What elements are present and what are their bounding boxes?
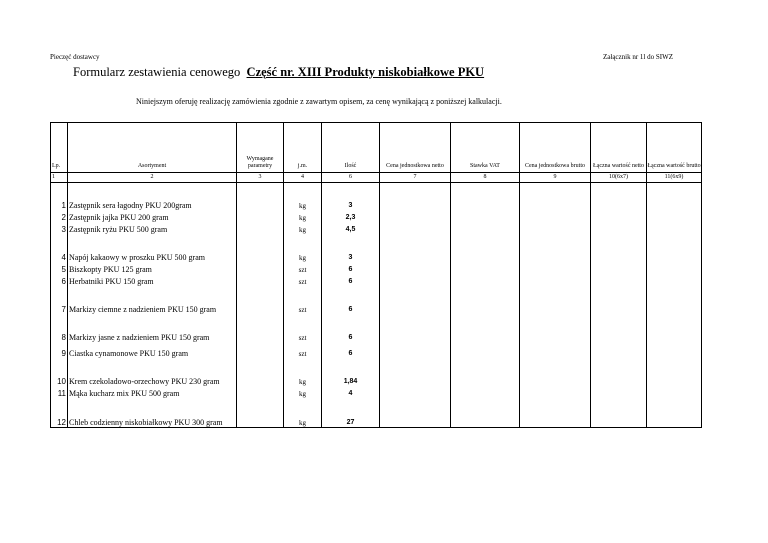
col-number: 6	[322, 173, 380, 183]
row-assortment: Zastępnik jajka PKU 200 gram	[68, 211, 237, 223]
row-total-gross	[647, 343, 702, 359]
row-unit-gross-price	[520, 315, 591, 343]
row-lp: 3	[51, 223, 68, 235]
row-total-net	[591, 399, 647, 428]
table-row	[51, 183, 702, 211]
row-lp: 5	[51, 263, 68, 275]
row-total-net	[591, 387, 647, 399]
table-row	[51, 287, 702, 315]
row-vat-rate	[451, 223, 520, 235]
row-total-net	[591, 211, 647, 223]
row-total-gross	[647, 387, 702, 399]
table-row	[51, 275, 702, 287]
row-quantity: 4,5	[322, 223, 380, 235]
row-vat-rate	[451, 287, 520, 315]
row-vat-rate	[451, 211, 520, 223]
table-row	[51, 211, 702, 223]
row-vat-rate	[451, 263, 520, 275]
row-assortment: Napój kakaowy w proszku PKU 500 gram	[68, 235, 237, 263]
row-assortment: Zastępnik sera łagodny PKU 200gram	[68, 183, 237, 211]
row-total-net	[591, 343, 647, 359]
row-parameters	[237, 399, 284, 428]
row-vat-rate	[451, 275, 520, 287]
col-header-parameters: Wymagane parametry	[237, 123, 284, 173]
row-total-net	[591, 359, 647, 387]
row-unit: kg	[284, 359, 322, 387]
col-number: 11(6x9)	[647, 173, 702, 183]
row-total-gross	[647, 275, 702, 287]
intro-text: Niniejszym oferuję realizację zamówienia zgodnie z zawartym opisem, za cenę wynikającą z poniższej kalkulacji.	[136, 97, 502, 106]
row-parameters	[237, 287, 284, 315]
row-vat-rate	[451, 343, 520, 359]
row-quantity: 4	[322, 387, 380, 399]
row-total-net	[591, 287, 647, 315]
row-vat-rate	[451, 235, 520, 263]
row-vat-rate	[451, 315, 520, 343]
row-vat-rate	[451, 387, 520, 399]
row-total-gross	[647, 235, 702, 263]
row-assortment: Zastępnik ryżu PKU 500 gram	[68, 223, 237, 235]
row-unit-net-price	[380, 287, 451, 315]
row-total-net	[591, 235, 647, 263]
col-number: 2	[68, 173, 237, 183]
row-lp: 2	[51, 211, 68, 223]
row-assortment: Krem czekoladowo-orzechowy PKU 230 gram	[68, 359, 237, 387]
row-quantity: 6	[322, 315, 380, 343]
row-quantity: 3	[322, 235, 380, 263]
table-body	[51, 183, 702, 428]
header-row	[51, 123, 702, 173]
row-parameters	[237, 359, 284, 387]
row-parameters	[237, 235, 284, 263]
row-unit-gross-price	[520, 235, 591, 263]
row-lp: 7	[51, 287, 68, 315]
row-assortment: Mąka kucharz mix PKU 500 gram	[68, 387, 237, 399]
supplier-stamp-label: Pieczęć dostawcy	[50, 53, 100, 61]
col-number: 10(6x7)	[591, 173, 647, 183]
row-total-net	[591, 275, 647, 287]
col-header-lp: Lp.	[51, 123, 68, 173]
row-unit-gross-price	[520, 183, 591, 211]
table-row	[51, 359, 702, 387]
row-unit: kg	[284, 399, 322, 428]
row-total-net	[591, 263, 647, 275]
col-header-total-net: Łączna wartość netto	[591, 123, 647, 173]
row-assortment: Ciastka cynamonowe PKU 150 gram	[68, 343, 237, 359]
row-total-gross	[647, 399, 702, 428]
col-header-unit-gross-price: Cena jednostkowa brutto	[520, 123, 591, 173]
row-unit-net-price	[380, 211, 451, 223]
row-unit-gross-price	[520, 343, 591, 359]
table-row	[51, 399, 702, 428]
row-unit-net-price	[380, 399, 451, 428]
row-unit-gross-price	[520, 287, 591, 315]
col-header-assortment: Asortyment	[68, 123, 237, 173]
row-total-net	[591, 315, 647, 343]
row-quantity: 3	[322, 183, 380, 211]
row-lp: 8	[51, 315, 68, 343]
row-unit: szt	[284, 275, 322, 287]
row-parameters	[237, 343, 284, 359]
row-assortment: Biszkopty PKU 125 gram	[68, 263, 237, 275]
col-number: 8	[451, 173, 520, 183]
row-total-gross	[647, 315, 702, 343]
col-number: 4	[284, 173, 322, 183]
row-unit-net-price	[380, 223, 451, 235]
row-lp: 12	[51, 399, 68, 428]
column-number-row	[51, 173, 702, 183]
price-table	[50, 122, 702, 428]
row-unit: kg	[284, 223, 322, 235]
row-quantity: 6	[322, 287, 380, 315]
row-unit-net-price	[380, 183, 451, 211]
table-row	[51, 235, 702, 263]
col-header-unit-net-price: Cena jednostkowa netto	[380, 123, 451, 173]
row-unit: szt	[284, 315, 322, 343]
row-parameters	[237, 387, 284, 399]
row-parameters	[237, 183, 284, 211]
row-parameters	[237, 223, 284, 235]
row-quantity: 2,3	[322, 211, 380, 223]
table-row	[51, 263, 702, 275]
row-quantity: 6	[322, 343, 380, 359]
row-unit-net-price	[380, 359, 451, 387]
row-assortment: Herbatniki PKU 150 gram	[68, 275, 237, 287]
col-number: 9	[520, 173, 591, 183]
row-assortment: Chleb codzienny niskobiałkowy PKU 300 gram	[68, 399, 237, 428]
col-header-quantity: Ilość	[322, 123, 380, 173]
row-lp: 10	[51, 359, 68, 387]
row-unit: szt	[284, 287, 322, 315]
row-unit: kg	[284, 211, 322, 223]
row-lp: 11	[51, 387, 68, 399]
row-parameters	[237, 211, 284, 223]
row-unit-net-price	[380, 343, 451, 359]
row-unit-net-price	[380, 275, 451, 287]
row-unit: szt	[284, 343, 322, 359]
table-row	[51, 315, 702, 343]
table-row	[51, 343, 702, 359]
row-unit-net-price	[380, 235, 451, 263]
row-unit-gross-price	[520, 359, 591, 387]
row-total-net	[591, 223, 647, 235]
row-quantity: 27	[322, 399, 380, 428]
row-unit-net-price	[380, 387, 451, 399]
col-number: 3	[237, 173, 284, 183]
row-unit-gross-price	[520, 275, 591, 287]
row-unit: kg	[284, 387, 322, 399]
col-header-total-gross: Łączna wartość brutto	[647, 123, 702, 173]
row-vat-rate	[451, 399, 520, 428]
col-number: 1	[51, 173, 68, 183]
row-assortment: Markizy jasne z nadzieniem PKU 150 gram	[68, 315, 237, 343]
row-total-net	[591, 183, 647, 211]
row-vat-rate	[451, 359, 520, 387]
col-header-unit: j.m.	[284, 123, 322, 173]
form-title	[73, 65, 484, 80]
col-number: 7	[380, 173, 451, 183]
row-total-gross	[647, 211, 702, 223]
title-prefix: Formularz zestawienia cenowego	[73, 65, 241, 79]
row-unit-gross-price	[520, 223, 591, 235]
row-total-gross	[647, 287, 702, 315]
row-unit-net-price	[380, 315, 451, 343]
row-unit: szt	[284, 263, 322, 275]
row-lp: 4	[51, 235, 68, 263]
row-unit-gross-price	[520, 211, 591, 223]
row-vat-rate	[451, 183, 520, 211]
row-unit-net-price	[380, 263, 451, 275]
row-quantity: 6	[322, 275, 380, 287]
row-unit-gross-price	[520, 399, 591, 428]
table-row	[51, 223, 702, 235]
row-lp: 9	[51, 343, 68, 359]
row-unit: kg	[284, 235, 322, 263]
row-total-gross	[647, 263, 702, 275]
row-parameters	[237, 263, 284, 275]
row-quantity: 1,84	[322, 359, 380, 387]
row-unit-gross-price	[520, 263, 591, 275]
row-assortment: Markizy ciemne z nadzieniem PKU 150 gram	[68, 287, 237, 315]
title-section: Część nr. XIII Produkty niskobiałkowe PKU	[246, 65, 485, 79]
row-lp: 1	[51, 183, 68, 211]
row-total-gross	[647, 183, 702, 211]
annex-label: Załącznik nr 1l do SIWZ	[603, 53, 673, 61]
row-total-gross	[647, 359, 702, 387]
col-header-vat-rate: Stawka VAT	[451, 123, 520, 173]
row-unit-gross-price	[520, 387, 591, 399]
row-total-gross	[647, 223, 702, 235]
row-quantity: 6	[322, 263, 380, 275]
table-row	[51, 387, 702, 399]
row-parameters	[237, 275, 284, 287]
row-lp: 6	[51, 275, 68, 287]
row-unit: kg	[284, 183, 322, 211]
row-parameters	[237, 315, 284, 343]
